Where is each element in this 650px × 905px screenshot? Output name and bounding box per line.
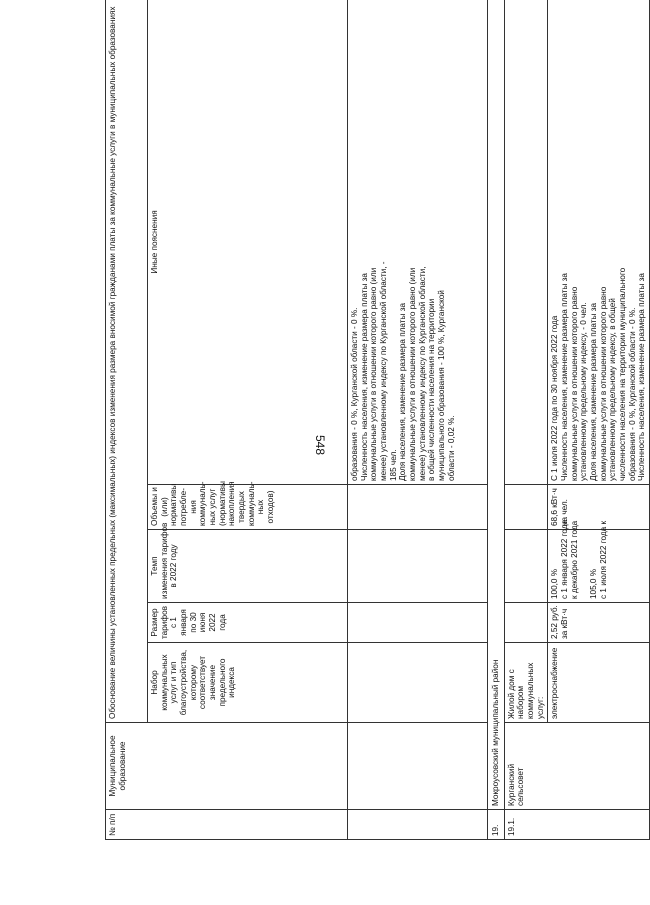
rate-line: 100,0 % (550, 568, 560, 599)
row-service: электроснабжение (548, 643, 650, 723)
continuation-note-line: коммунальные услуги в отношении которого равно (или (408, 267, 418, 481)
header-set-line: коммунальных (159, 654, 169, 711)
header-tariff-line: июня (198, 612, 208, 633)
header-tariff-line: по 30 (188, 612, 198, 633)
header-tariff-line: 2022 (208, 613, 218, 632)
section-number: 19. (488, 810, 505, 840)
header-municipality: Муниципальное образование (106, 723, 348, 810)
header-volume-line: ния (188, 500, 198, 514)
row-number: 19.1. (504, 810, 649, 840)
header-tariff (148, 603, 348, 643)
header-volume-line: (нормативы (217, 481, 227, 526)
notes-line: установленному предельному индексу, в общей (608, 298, 618, 481)
header-tariff-line: с 1 (169, 617, 179, 628)
notes-line: коммунальные услуги в отношении которого равно (598, 286, 608, 481)
header-rate-line: Темп (150, 556, 159, 576)
row-notes (548, 0, 650, 485)
notes-line: образования - 0 %, Курганской области - 0 %. (627, 307, 637, 481)
tariff-line: за кВт·ч (560, 608, 570, 639)
header-set-line: индекса (227, 667, 237, 698)
rotated-table-container (105, 0, 647, 840)
header-volume-line: твердых (237, 491, 247, 523)
tariff-table (105, 0, 650, 840)
continuation-note-line: области - 0,02 %. (446, 415, 456, 481)
section-title: Мокроусовский муниципальный район (488, 0, 505, 810)
header-set-line: Набор (150, 670, 159, 695)
continuation-note-line: муниципального образования - 100 %, Курганской (437, 290, 447, 481)
set-label-line: коммунальных (526, 662, 536, 719)
row-rate (548, 519, 650, 603)
header-rate-line: изменения тарифов (159, 522, 169, 599)
set-label-line: набором (516, 685, 526, 719)
header-set-line: благоустройства, (179, 649, 189, 716)
header-notes: Иные пояснения (148, 0, 348, 485)
municipality-line: сельсовет (516, 767, 526, 806)
continuation-note-line: Доля населения, изменение размера платы за (398, 303, 408, 481)
header-volume-line: нормативы (169, 483, 179, 526)
header-set (148, 643, 348, 723)
continuation-note-line: в общей численности населения на территории (427, 298, 437, 481)
rate-line: с 1 января 2022 года (560, 519, 570, 599)
header-volume-line: потребле- (179, 488, 189, 526)
notes-line: Численность населения, изменение размера платы за (560, 273, 570, 481)
header-tariff-line: Размер (150, 608, 159, 637)
continuation-note-line: образования - 0 %, Курганской области - 0 %. (350, 307, 359, 481)
header-volume-line: ных услуг (208, 488, 218, 526)
continuation-note-line: 185 чел. (388, 449, 398, 481)
notes-line: численности населения на территории муниципального (618, 267, 628, 481)
header-volume-line: ных (256, 499, 266, 515)
continuation-note-line: Численность населения, изменение размера платы за (359, 273, 369, 481)
rate-line: к декабрю 2021 года (569, 520, 579, 599)
notes-line: коммунальные услуги в отношении которого равно (569, 286, 579, 481)
rate-line (579, 533, 589, 599)
header-group: Обоснование величины установленных предельных (максимальных) индексов изменения размера вносимой гражданами платы за коммунальные услуги в муниципальных образованиях (106, 0, 148, 723)
header-set-line: которому (188, 664, 198, 701)
volume-line: 68,6 кВт·ч (550, 488, 560, 526)
volume-line: на чел. (560, 499, 570, 526)
rate-line: 105,0 % (589, 568, 599, 599)
header-tariff-line: тарифов (159, 606, 169, 639)
continuation-note-line: менее) установленному индексу по Курганской области, (417, 266, 427, 481)
tariff-line: 2,52 руб. (550, 605, 560, 639)
header-volume (148, 481, 348, 530)
header-tariff-line: января (179, 609, 189, 636)
header-num: № п/п (106, 810, 348, 840)
header-volume-line: коммуналь- (246, 481, 256, 526)
header-volume-line: Объемы и (150, 487, 159, 526)
header-volume-line: (или) (159, 497, 169, 517)
continuation-note-line: коммунальные услуги в отношении которого равно (или (369, 267, 379, 481)
header-volume-line: накопления (227, 481, 237, 526)
header-volume-line: коммуналь- (198, 481, 208, 526)
rate-line: с 1 июля 2022 года к (598, 520, 608, 599)
header-rate (148, 522, 348, 603)
municipality-line: Курганский (506, 763, 516, 806)
header-tariff-line: года (217, 614, 227, 631)
notes-line: установленному предельному индексу, - 0 чел. (579, 302, 589, 481)
row-tariff (548, 603, 650, 643)
set-label-line: Жилой дом с (506, 669, 516, 719)
page-number: 548 (313, 434, 327, 456)
row-municipality (504, 723, 649, 810)
set-label-line: услуг: (535, 696, 545, 719)
header-volume-line: отходов) (266, 490, 276, 524)
notes-line: С 1 июля 2022 года по 30 ноября 2022 года (550, 315, 560, 481)
continuation-note-line: менее) установленному индексу по Курганской области, - (379, 261, 389, 481)
header-set-line: соответствует (198, 655, 208, 710)
notes-line: Численность населения, изменение размера платы за (637, 273, 647, 481)
header-set-line: предельного (217, 658, 227, 707)
header-set-line: услуг и тип (169, 661, 179, 704)
header-rate-line: в 2022 году (169, 544, 179, 588)
row-set-label (504, 643, 548, 723)
header-set-line: значение (208, 664, 218, 701)
notes-line: Доля населения, изменение размера платы за (589, 303, 599, 481)
continuation-notes (348, 0, 488, 485)
